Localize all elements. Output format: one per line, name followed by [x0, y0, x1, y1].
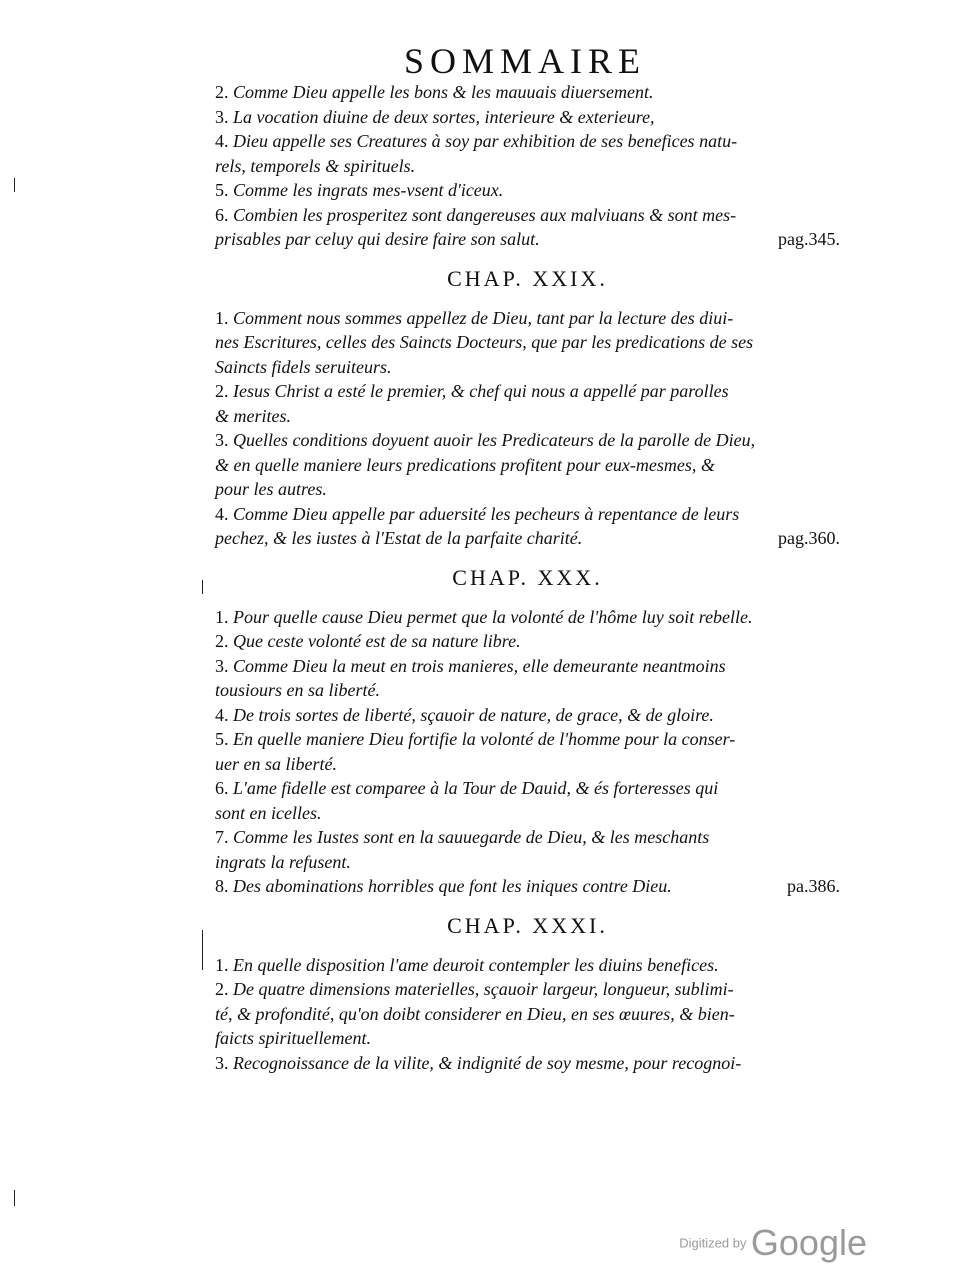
item-text: prisables par celuy qui desire faire son salut.: [215, 229, 540, 249]
summary-line: [215, 752, 840, 777]
summary-item: [215, 502, 840, 551]
item-text: Recognoissance de la vilite, & indignité de soy mesme, pour recognoi-: [233, 1052, 742, 1073]
summary-item: [215, 379, 840, 428]
summary-item: [215, 629, 840, 654]
summary-item: [215, 776, 840, 825]
item-text: L'ame fidelle est comparee à la Tour de Dauid, & és forteresses qui: [233, 778, 719, 798]
summary-line: [215, 874, 840, 899]
summary-item: [215, 80, 840, 105]
summary-line: [215, 502, 840, 527]
item-number: 2.: [215, 381, 229, 401]
item-text: Pour quelle cause Dieu permet que la volonté de l'hôme luy soit rebelle.: [233, 606, 753, 627]
item-text: De quatre dimensions materielles, sçauoir largeur, longueur, sublimi-: [233, 979, 734, 999]
summary-line: [215, 850, 840, 875]
summary-item: [215, 727, 840, 776]
item-number: 4.: [215, 704, 229, 725]
margin-mark: [202, 580, 203, 594]
digitized-watermark: [679, 1222, 867, 1264]
item-text: La vocation diuine de deux sortes, interieure & exterieure,: [233, 106, 655, 127]
watermark-prefix: Digitized by: [679, 1235, 747, 1251]
summary-line: [215, 1002, 840, 1027]
item-text: En quelle maniere Dieu fortifie la volonté de l'homme pour la conser-: [233, 729, 736, 749]
item-text: faicts spirituellement.: [215, 1028, 371, 1048]
item-text: Que ceste volonté est de sa nature libre.: [233, 631, 521, 651]
item-number: 3.: [215, 1052, 229, 1073]
summary-line: [215, 477, 840, 502]
margin-mark: [202, 930, 203, 970]
summary-line: [215, 379, 840, 404]
summary-line: [215, 203, 840, 228]
item-text: Comment nous sommes appellez de Dieu, tant par la lecture des diui-: [233, 307, 734, 328]
summary-line: [215, 605, 840, 630]
chapter-heading: CHAP. XXXI.: [447, 912, 608, 938]
item-text: Dieu appelle ses Creatures à soy par exhibition de ses benefices natu-: [233, 131, 738, 151]
summary-item: [215, 874, 840, 899]
summary-line: [215, 776, 840, 801]
summary-line: [215, 654, 840, 679]
item-text: ingrats la refusent.: [215, 851, 351, 872]
item-text: uer en sa liberté.: [215, 753, 337, 774]
item-number: 4.: [215, 131, 229, 151]
page-reference: pag.345.: [778, 229, 840, 249]
item-text: sont en icelles.: [215, 802, 322, 823]
summary-line: [215, 227, 840, 252]
watermark-brand: Google: [750, 1222, 867, 1263]
item-number: 3.: [215, 106, 229, 127]
summary-item: [215, 306, 840, 380]
summary-line: [215, 526, 840, 551]
item-text: En quelle disposition l'ame deuroit contempler les diuins benefices.: [233, 954, 719, 975]
item-text: Saincts fidels seruiteurs.: [215, 356, 392, 377]
page-title: SOMMAIRE: [403, 41, 647, 81]
item-text: Comme Dieu appelle les bons & les mauuais diuersement.: [233, 82, 654, 102]
item-number: 4.: [215, 503, 229, 524]
summary-item: [215, 654, 840, 703]
chapter-heading: CHAP. XXIX.: [447, 265, 608, 291]
item-text: pour les autres.: [215, 479, 327, 499]
margin-mark: [14, 178, 15, 192]
summary-line: [215, 178, 840, 203]
item-text: Comme Dieu appelle par aduersité les pecheurs à repentance de leurs: [233, 503, 740, 524]
summary-item: [215, 129, 840, 178]
item-number: 3.: [215, 655, 229, 676]
summary-line: [215, 105, 840, 130]
summary-item: [215, 977, 840, 1051]
page-reference: pa.386.: [787, 876, 840, 896]
summary-line: [215, 825, 840, 850]
margin-mark: [14, 1190, 15, 1206]
item-text: Comme les Iustes sont en la sauuegarde de Dieu, & les meschants: [233, 827, 710, 847]
item-number: 5.: [215, 729, 229, 749]
summary-item: [215, 605, 840, 630]
item-number: 2.: [215, 82, 229, 102]
summary-item: [215, 178, 840, 203]
summary-line: [215, 1026, 840, 1051]
item-number: 6.: [215, 204, 229, 225]
item-text: tousiours en sa liberté.: [215, 680, 380, 700]
summary-line: [215, 678, 840, 703]
item-text: De trois sortes de liberté, sçauoir de nature, de grace, & de gloire.: [233, 704, 714, 725]
summary-line: [215, 703, 840, 728]
item-number: 1.: [215, 307, 229, 328]
summary-line: [215, 330, 840, 355]
summary-line: [215, 154, 840, 179]
item-text: & merites.: [215, 405, 291, 426]
summary-item: [215, 703, 840, 728]
item-text: Comme les ingrats mes-vsent d'iceux.: [233, 180, 504, 200]
summary-content: [215, 80, 840, 1075]
item-text: Quelles conditions doyuent auoir les Predicateurs de la parolle de Dieu,: [233, 430, 756, 450]
item-number: 2.: [215, 979, 229, 999]
summary-item: [215, 1051, 840, 1076]
summary-line: [215, 953, 840, 978]
item-text: Comme Dieu la meut en trois manieres, elle demeurante neantmoins: [233, 655, 726, 676]
summary-line: [215, 306, 840, 331]
item-text: pechez, & les iustes à l'Estat de la parfaite charité.: [215, 528, 583, 548]
summary-line: [215, 355, 840, 380]
summary-item: [215, 825, 840, 874]
summary-item: [215, 203, 840, 252]
summary-line: [215, 801, 840, 826]
item-text: Combien les prosperitez sont dangereuses aux malviuans & sont mes-: [233, 204, 737, 225]
summary-line: [215, 977, 840, 1002]
item-text: rels, temporels & spirituels.: [215, 155, 416, 176]
item-number: 1.: [215, 606, 229, 627]
summary-line: [215, 453, 840, 478]
item-text: Des abominations horribles que font les iniques contre Dieu.: [233, 876, 672, 896]
summary-item: [215, 105, 840, 130]
summary-line: [215, 80, 840, 105]
item-text: Iesus Christ a esté le premier, & chef qui nous a appellé par parolles: [233, 381, 729, 401]
summary-item: [215, 953, 840, 978]
item-number: 3.: [215, 430, 229, 450]
page-reference: pag.360.: [778, 528, 840, 548]
item-text: nes Escritures, celles des Saincts Docteurs, que par les predications de ses: [215, 332, 754, 352]
item-text: & en quelle maniere leurs predications profitent pour eux-mesmes, &: [215, 454, 715, 475]
summary-item: [215, 428, 840, 502]
summary-line: [215, 428, 840, 453]
summary-line: [215, 727, 840, 752]
item-text: té, & profondité, qu'on doibt considerer en Dieu, en ses œuures, & bien-: [215, 1003, 735, 1024]
item-number: 8.: [215, 876, 229, 896]
summary-line: [215, 1051, 840, 1076]
summary-line: [215, 129, 840, 154]
item-number: 2.: [215, 631, 229, 651]
item-number: 7.: [215, 827, 229, 847]
item-number: 6.: [215, 778, 229, 798]
summary-line: [215, 404, 840, 429]
item-number: 5.: [215, 180, 229, 200]
chapter-heading: CHAP. XXX.: [452, 564, 603, 590]
item-number: 1.: [215, 954, 229, 975]
summary-line: [215, 629, 840, 654]
